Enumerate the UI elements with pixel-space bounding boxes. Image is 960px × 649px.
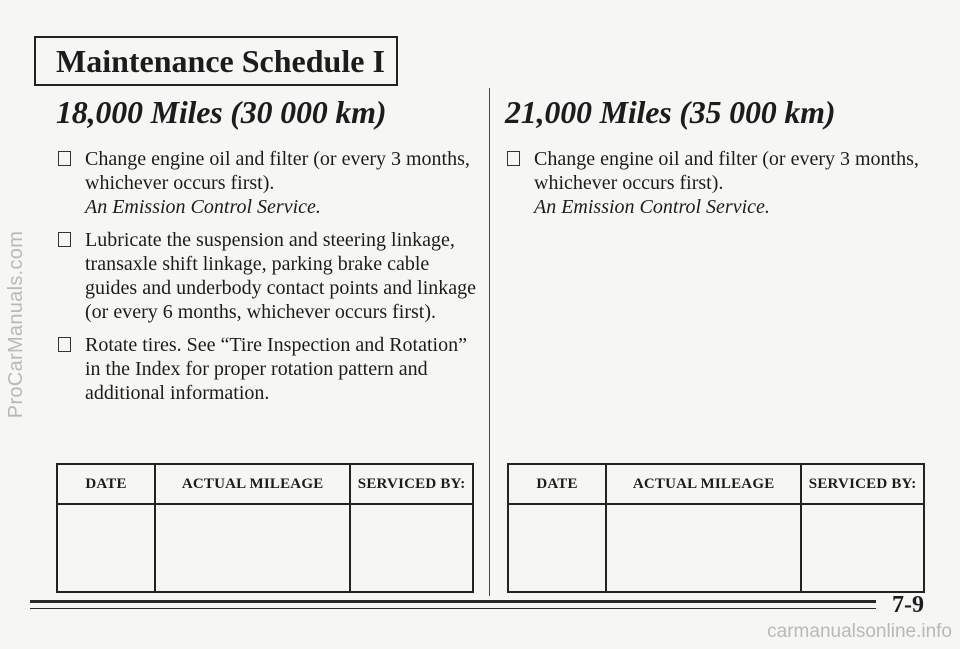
schedule-header: Maintenance Schedule I [34,36,398,86]
side-watermark-text: ProCarManuals.com [5,230,28,419]
left-item-rotate [56,333,486,405]
left-item-lubricate [56,228,486,324]
left-heading: 18,000 Miles (30 000 km) [56,94,387,130]
date-cell[interactable] [508,504,606,592]
left-item-lubricate-text: Lubricate the suspension and steering linkage, transaxle shift linkage, parking brake cable guides and underbody contact points and linkage (or every 6 months, whichever occurs first). [85,229,477,323]
actual-mileage-header: ACTUAL MILEAGE [606,464,801,504]
column-divider [489,88,490,596]
checkbox-icon[interactable] [58,151,71,166]
right-item-oil-text: Change engine oil and filter (or every 3 months, whichever occurs first). [534,148,919,194]
right-column [505,94,935,228]
actual-mileage-cell[interactable] [155,504,350,592]
right-item-oil [505,147,935,219]
serviced-by-cell[interactable] [801,504,924,592]
service-record-table-right [507,463,925,593]
date-header: DATE [57,464,155,504]
footer-rule-top [30,600,876,603]
right-item-oil-note: An Emission Control Service. [534,196,770,218]
serviced-by-cell[interactable] [350,504,473,592]
left-item-oil-text: Change engine oil and filter (or every 3 months, whichever occurs first). [85,148,470,194]
left-column [56,94,486,414]
date-cell[interactable] [57,504,155,592]
checkbox-icon[interactable] [58,337,71,352]
page-number: 7-9 [892,592,924,618]
left-item-oil [56,147,486,219]
bottom-watermark: carmanualsonline.info [767,621,952,642]
service-record-table-left [56,463,474,593]
actual-mileage-header: ACTUAL MILEAGE [155,464,350,504]
side-watermark [4,0,30,649]
right-heading: 21,000 Miles (35 000 km) [505,94,836,130]
checkbox-icon[interactable] [58,232,71,247]
serviced-by-header: SERVICED BY: [801,464,924,504]
footer-rule-bottom [30,608,876,609]
date-header: DATE [508,464,606,504]
left-item-rotate-text: Rotate tires. See “Tire Inspection and Rotation” in the Index for proper rotation pattern and additional information. [85,334,467,404]
left-item-oil-note: An Emission Control Service. [85,196,321,218]
serviced-by-header: SERVICED BY: [350,464,473,504]
checkbox-icon[interactable] [507,151,520,166]
actual-mileage-cell[interactable] [606,504,801,592]
